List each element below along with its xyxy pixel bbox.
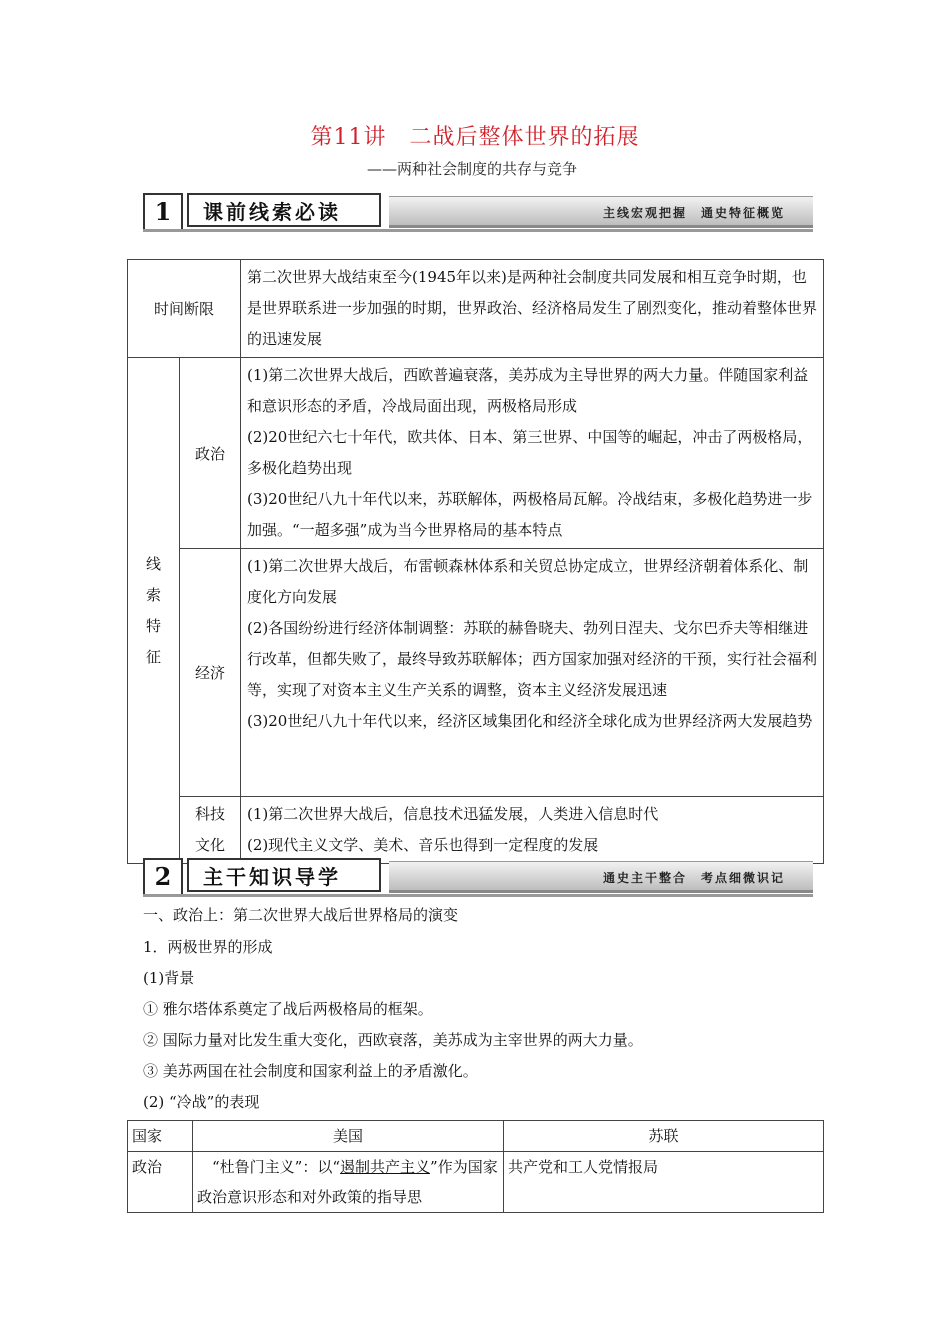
time-text: 第二次世界大战结束至今(1945年以来)是两种社会制度共同发展和相互竞争时期，也是世界联系进一步加强的时期，世界政治、经济格局发生了剧烈变化，推动着整体世界的迅速发展 xyxy=(241,260,824,358)
background-item: ① 雅尔塔体系奠定了战后两极格局的框架。 xyxy=(143,1000,433,1018)
underlined-term: 遏制共产主义 xyxy=(340,1158,431,1176)
economy-cell xyxy=(241,549,824,797)
table-row xyxy=(128,260,824,358)
subsection-heading: 1．两极世界的形成 xyxy=(143,938,273,956)
ussr-politics-cell: 共产党和工人党情报局 xyxy=(504,1152,824,1213)
time-label: 时间断限 xyxy=(128,260,241,358)
economy-item: (3)20世纪八九十年代以来，经济区域集团化和经济全球化成为世界经济两大发展趋势 xyxy=(247,712,813,730)
page-title: 第11讲 二战后整体世界的拓展 xyxy=(310,125,640,150)
banner-heading: 主干知识导学 xyxy=(187,858,381,892)
banner-number: 2 xyxy=(143,858,183,896)
header-usa: 美国 xyxy=(193,1121,504,1152)
row-label-politics: 政治 xyxy=(128,1152,193,1213)
background-item: ③ 美苏两国在社会制度和国家利益上的矛盾激化。 xyxy=(143,1062,478,1080)
banner-heading: 课前线索必读 xyxy=(187,193,381,227)
section-banner-2 xyxy=(143,858,813,896)
banner-strip xyxy=(389,196,813,228)
tech-culture-cell xyxy=(241,797,824,864)
overview-table xyxy=(127,259,824,864)
feature-label: 线索特征 xyxy=(128,358,180,864)
politics-cell xyxy=(241,358,824,549)
usa-politics-cell: “杜鲁门主义”：以“遏制共产主义”作为国家政治意识形态和对外政策的指导思 xyxy=(193,1152,504,1213)
tech-item: (1)第二次世界大战后，信息技术迅猛发展，人类进入信息时代 xyxy=(247,805,659,823)
table-row xyxy=(128,797,824,864)
cold-war-table xyxy=(127,1120,824,1213)
header-country: 国家 xyxy=(128,1121,193,1152)
header-ussr: 苏联 xyxy=(504,1121,824,1152)
politics-label: 政治 xyxy=(180,358,241,549)
section-banner-1 xyxy=(143,193,813,231)
economy-label: 经济 xyxy=(180,549,241,797)
table-row xyxy=(128,1152,824,1213)
tech-item: (2)现代主义文学、美术、音乐也得到一定程度的发展 xyxy=(247,836,599,854)
banner-tagline: 通史主干整合 考点细微识记 xyxy=(602,871,785,885)
table-row xyxy=(128,549,824,797)
banner-underline xyxy=(143,894,813,897)
table-header-row xyxy=(128,1121,824,1152)
banner-underline xyxy=(143,229,813,232)
economy-item: (2)各国纷纷进行经济体制调整：苏联的赫鲁晓夫、勃列日涅夫、戈尔巴乔夫等相继进行改革，但都失败了，最终导致苏联解体；西方国家加强对经济的干预，实行社会福利等，实现了对资本主义生产关系的调整，资本主义经济发展迅速 xyxy=(247,619,818,699)
cold-war-label: (2) “冷战”的表现 xyxy=(143,1093,260,1111)
banner-strip xyxy=(389,861,813,893)
page-subtitle: ——两种社会制度的共存与竞争 xyxy=(367,160,578,178)
politics-item: (2)20世纪六七十年代，欧共体、日本、第三世界、中国等的崛起，冲击了两极格局，多极化趋势出现 xyxy=(247,428,813,477)
background-item: ② 国际力量对比发生重大变化，西欧衰落，美苏成为主宰世界的两大力量。 xyxy=(143,1031,643,1049)
tech-culture-label: 科技 文化 xyxy=(180,797,241,864)
politics-item: (3)20世纪八九十年代以来，苏联解体，两极格局瓦解。冷战结束，多极化趋势进一步加强。“一超多强”成为当今世界格局的基本特点 xyxy=(247,490,813,539)
banner-number: 1 xyxy=(143,193,183,231)
background-label: (1)背景 xyxy=(143,969,195,987)
section-heading: 一、政治上：第二次世界大战后世界格局的演变 xyxy=(143,906,459,924)
table-row xyxy=(128,358,824,549)
politics-item: (1)第二次世界大战后，西欧普遍衰落，美苏成为主导世界的两大力量。伴随国家利益和意识形态的矛盾，冷战局面出现，两极格局形成 xyxy=(247,366,809,415)
economy-item: (1)第二次世界大战后，布雷顿森林体系和关贸总协定成立，世界经济朝着体系化、制度化方向发展 xyxy=(247,557,809,606)
banner-tagline: 主线宏观把握 通史特征概览 xyxy=(602,206,785,220)
